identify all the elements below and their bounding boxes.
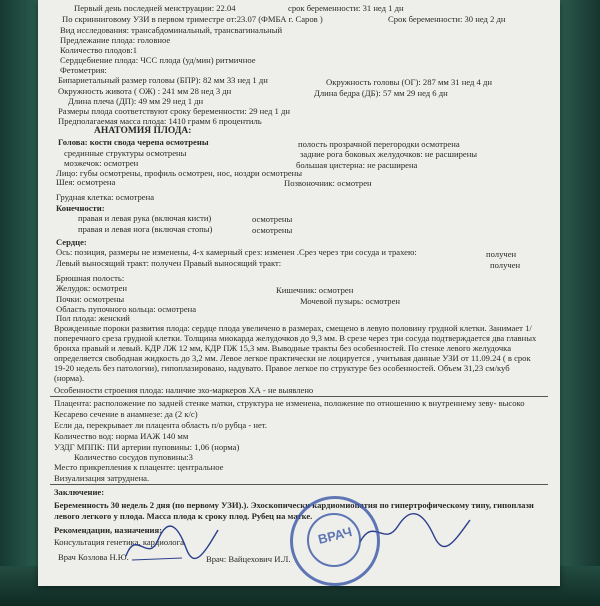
stomach-row: Желудок: осмотрен	[56, 283, 128, 293]
bowel-row: Кишечник: осмотрен	[276, 285, 354, 295]
doctor-kozlova: Врач Козлова Н.Ю.	[58, 552, 129, 562]
divider-line	[50, 396, 548, 397]
heart-heading: Сердце:	[56, 237, 87, 247]
recommendations-heading: Рекомендации, назначения:	[54, 525, 163, 535]
arms-status: осмотрены	[252, 214, 293, 224]
limbs-heading: Конечности:	[56, 203, 105, 213]
abdomen-heading: Брюшная полость:	[56, 273, 125, 283]
cord-vessels: Количество сосудов пуповины:3	[74, 452, 193, 462]
hl-measure: Длина плеча (ДП): 49 мм 29 нед 1 дн	[68, 96, 204, 106]
head-ventricles: задние рога боковых желудочков: не расширены	[300, 149, 478, 159]
cesarean-history: Кесарево сечение в анамнезе: да (2 к/с)	[54, 409, 198, 419]
chest-row: Грудная клетка: осмотрена	[56, 192, 155, 202]
defects-line-3: бронха правый и левый. КДР ЛЖ 12 мм, КДР ПЖ 15,3 мм. Выводные тракты без особенностей. По стенке левого желудочка	[54, 343, 512, 353]
kidneys-row: Почки: осмотрены	[56, 294, 125, 304]
defects-line-2: поперечного среза грудной клетки. Толщина миокарда желудочков до 9,3 мм. В срезе через три сосуда подтверждается два главных	[54, 333, 537, 343]
conclusion-line-1: Беременность 30 недель 2 дня (по первому УЗИ).). Эхоскопически кардиомиопатия по гипертрофическому типу, гипоплази	[54, 500, 534, 510]
head-cerebellum: мозжечок: осмотрен	[64, 158, 139, 168]
stamp-text: ВРАЧ	[316, 524, 354, 547]
screening-term: Срок беременности: 30 нед 2 дн	[388, 14, 506, 24]
head-cisterna: большая цистерна: не расширена	[296, 160, 418, 170]
defects-line-6: (норма).	[54, 373, 85, 383]
fl-measure: Длина бедра (ДБ): 57 мм 29 нед 6 дн	[314, 88, 448, 98]
conclusion-line-2: левого легкого у плода. Масса плода к сроку плод. Рубец на матке.	[54, 511, 313, 521]
size-correspondence: Размеры плода соответствуют сроку беременности: 29 нед 1 дн	[58, 106, 290, 116]
fetometry-heading: Фетометрия:	[60, 65, 107, 75]
screening-date: По скринниговому УЗИ в первом триместре от:23.07 (ФМБА г. Саров )	[62, 14, 323, 24]
folder-edge-right	[556, 0, 600, 606]
defects-line-4: определяется свободная жидкость до 3,2 мм. Левое легкое практически не лоцируется , учитывая данные УЗИ от 11.09.24 ( в срок	[54, 353, 531, 363]
structural-features: Особенности строения плода: наличие эхо-маркеров ХА - не выявлено	[54, 385, 314, 395]
bpd-measure: Бипариетальный размер головы (БПР): 82 мм 33 нед 1 дн	[58, 75, 268, 85]
head-cavum: полость прозрачной перегородки осмотрена	[298, 139, 460, 149]
doppler-row: УЗДГ МППК: ПИ артерии пуповины: 1,06 (норма)	[54, 442, 240, 452]
folder-edge-left	[0, 0, 40, 606]
arms-row: правая и левая рука (включая кисти)	[78, 213, 212, 223]
signature-kozlova	[122, 520, 222, 566]
umbilical-ring-row: Область пупочного кольца: осмотрена	[56, 304, 197, 314]
estimated-weight: Предполагаемая масса плода: 1410 грамм 6 процентиль	[58, 116, 262, 126]
heart-axis-row: Ось: позиция, размеры не изменены, 4-х камерный срез: изменен .Срез через три сосуда и трахею:	[56, 247, 417, 257]
bladder-row: Мочевой пузырь: осмотрен	[300, 296, 401, 306]
amniotic-fluid: Количество вод: норма ИАЖ 140 мм	[54, 431, 189, 441]
doctor-vaytsekhovich: Врач: Вайцехович И.Л.	[206, 554, 291, 564]
fetal-presentation: Предлежание плода: головное	[60, 35, 171, 45]
spine-row: Позвоночник: осмотрен	[284, 178, 372, 188]
fetus-count: Количество плодов:1	[60, 45, 138, 55]
lmp-date: Первый день последней менструации: 22.04	[74, 3, 236, 13]
conclusion-divider	[50, 484, 548, 485]
ac-measure: Окружность живота ( ОЖ) : 241 мм 28 нед 3 дн	[58, 86, 232, 96]
head-midline: срединные структуры осмотрены	[64, 148, 187, 158]
right-outflow-status: получен	[490, 260, 521, 270]
recommendations-text: Консультация генетика, кардиолога	[54, 537, 184, 547]
anatomy-heading: АНАТОМИЯ ПЛОДА:	[94, 126, 192, 136]
neck-row: Шея: осмотрена	[56, 177, 116, 187]
fetal-sex: Пол плода: женский	[56, 313, 130, 323]
exam-type: Вид исследования: трансабдоминальный, трансвагинальный	[60, 25, 283, 35]
legs-row: правая и левая нога (включая стопы)	[78, 224, 213, 234]
lmp-term: срок беременности: 31 нед 1 дн	[288, 3, 404, 13]
head-skull: Голова: кости свода черепа осмотрены	[58, 137, 209, 147]
clinic-stamp	[290, 496, 380, 586]
heart-3vt-status: получен	[486, 249, 517, 259]
cord-insertion: Место прикрепления к плаценте: центральное	[54, 462, 224, 472]
face-row: Лицо: губы осмотрены, профиль осмотрен, нос, ноздри осмотрены	[56, 168, 303, 178]
hc-measure: Окружность головы (ОГ): 287 мм 31 нед 4 дн	[326, 77, 492, 87]
outflow-tracts-row: Левый выносящий тракт: получен Правый выносящий тракт:	[56, 258, 282, 268]
visualization-note: Визуализация затруднена.	[54, 473, 150, 483]
placenta-row: Плацента: расположение по задней стенке матки, структура не изменена, положение по отношению к внутреннему зеву- высоко	[54, 398, 525, 408]
legs-status: осмотрены	[252, 225, 293, 235]
defects-line-1: Врожденные пороки развития плода: сердце плода увеличено в размерах, смещено в левую половину грудной клетки. Занимает 1/	[54, 323, 532, 333]
fetal-heartbeat: Сердцебиение плода: ЧСС плода (уд/мин) ритмичное	[60, 55, 256, 65]
ultrasound-report-sheet	[38, 0, 560, 586]
scar-overlap: Если да, перекрывает ли плацента область п/о рубца - нет.	[54, 420, 268, 430]
conclusion-heading: Заключение:	[54, 487, 105, 497]
defects-line-5: 19-20 недель без патологии), гипоплазировано, надувато. Правое легкое по структуре без особенностей. Объем 31,23 см/куб	[54, 363, 510, 373]
